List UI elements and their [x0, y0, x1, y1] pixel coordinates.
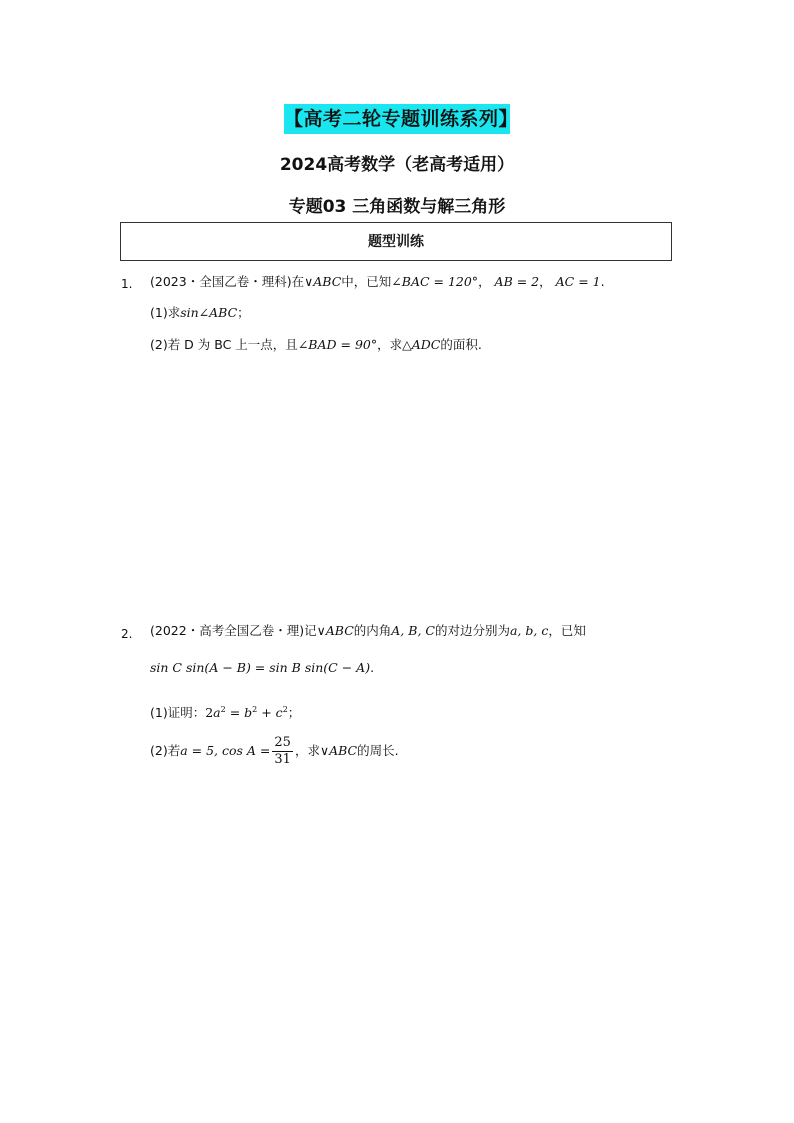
topic-title: 专题03 三角函数与解三角形	[288, 197, 506, 217]
question-1-part-1: (1)求sin∠ABC；	[150, 305, 250, 320]
question-2-number: 2.	[121, 627, 133, 641]
question-1-stem: (2023・全国乙卷・理科)在∨ABC中，已知∠BAC = 120°， AB = 2， AC = 1.	[150, 274, 605, 289]
section-label: 题型训练	[368, 234, 424, 250]
question-2-source: (2022・高考全国乙卷・理)	[150, 623, 305, 638]
cos-fraction: $\frac{25}{31}$	[274, 735, 291, 767]
question-1-part-2: (2)若 D 为 BC 上一点，且∠BAD = 90°，求△ADC的面积.	[150, 337, 482, 352]
document-title: 2024高考数学（老高考适用）	[279, 155, 515, 175]
question-2-equation: sin C sin(A − B) = sin B sin(C − A).	[150, 660, 375, 675]
question-2-part-2: (2)若a = 5, cos A = $\frac{25}{31}$ ，求∨ABC的周长.	[150, 735, 399, 767]
question-1-source: (2023・全国乙卷・理科)	[150, 274, 292, 289]
proof-equation: $2a^2 = b^2 + c^2$	[205, 704, 288, 720]
question-2-stem: (2022・高考全国乙卷・理)记∨ABC的内角A, B, C的对边分别为a, b, c，已知	[150, 623, 586, 638]
series-banner: 【高考二轮专题训练系列】	[284, 104, 510, 134]
question-1-number: 1.	[121, 277, 133, 291]
section-box	[120, 222, 672, 261]
question-2-part-1: (1)证明：$2a^2 = b^2 + c^2$；	[150, 704, 301, 720]
